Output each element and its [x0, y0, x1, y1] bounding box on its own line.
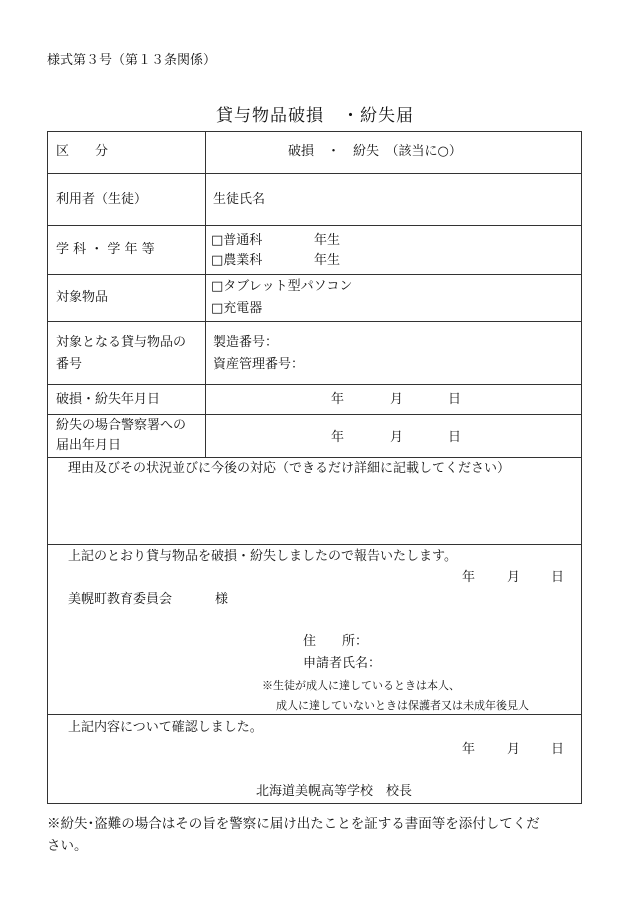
user-label: 利用者（生徒） [56, 192, 148, 207]
course-label: 学 科 ・ 学 年 等 [56, 242, 155, 257]
month-unit: 月 [507, 742, 521, 757]
footnote: さい。 [47, 838, 88, 854]
row-divider [48, 544, 581, 545]
item-label: 対象物品 [56, 290, 109, 305]
police-date-label: 紛失の場合警察署への [56, 418, 187, 433]
reason-label: 理由及びその状況並びに今後の対応（できるだけ詳細に記載してください） [68, 461, 511, 476]
student-name-label: 生徒氏名 [213, 192, 266, 207]
year-unit: 年 [331, 392, 345, 407]
grade-unit: 年生 [314, 253, 341, 268]
row-divider [48, 173, 581, 174]
serial-label: 番号 [56, 357, 83, 372]
category-value: 破損 ・ 紛失 （該当に○） [288, 144, 462, 159]
row-divider [48, 714, 581, 715]
applicant-note: ※生徒が成人に達しているときは本人、 [262, 679, 460, 692]
year-unit: 年 [331, 430, 345, 445]
row-divider [48, 384, 581, 385]
manufacture-number-field: 製造番号： [213, 335, 279, 350]
row-divider [48, 321, 581, 322]
year-unit: 年 [462, 742, 476, 757]
honorific: 様 [215, 592, 229, 607]
form-reference: 様式第３号（第１３条関係） [47, 53, 217, 68]
day-unit: 日 [551, 742, 565, 757]
item-charger-checkbox[interactable]: □充電器 [211, 301, 263, 316]
report-statement: 上記のとおり貸与物品を破損・紛失しましたので報告いたします。 [68, 549, 457, 564]
damage-date-label: 破損・紛失年月日 [56, 392, 161, 407]
month-unit: 月 [390, 430, 404, 445]
course-general-checkbox[interactable]: □普通科 [211, 233, 263, 248]
item-tablet-checkbox[interactable]: □タブレット型パソコン [211, 279, 353, 294]
column-divider [205, 132, 206, 457]
course-agriculture-checkbox[interactable]: □農業科 [211, 253, 263, 268]
addressee: 美幌町教育委員会 [68, 592, 173, 607]
row-divider [48, 225, 581, 226]
day-unit: 日 [448, 430, 462, 445]
month-unit: 月 [390, 392, 404, 407]
confirm-statement: 上記内容について確認しました。 [68, 720, 263, 735]
school-principal: 北海道美幌高等学校 校長 [256, 784, 413, 799]
day-unit: 日 [448, 392, 462, 407]
police-date-label: 届出年月日 [56, 438, 122, 453]
month-unit: 月 [507, 570, 521, 585]
address-field: 住 所： [303, 634, 369, 649]
report-form [47, 131, 582, 804]
footnote: ※紛失･盗難の場合はその旨を警察に届け出たことを証する書面等を添付してくだ [47, 816, 540, 832]
applicant-name-field: 申請者氏名： [303, 656, 382, 671]
year-unit: 年 [462, 570, 476, 585]
day-unit: 日 [551, 570, 565, 585]
serial-label: 対象となる貸与物品の [56, 335, 187, 350]
asset-number-field: 資産管理番号： [213, 357, 305, 372]
applicant-note: 成人に達していないときは保護者又は未成年後見人 [276, 699, 529, 712]
row-divider [48, 414, 581, 415]
row-divider [48, 274, 581, 275]
page-title: 貸与物品破損 ・紛失届 [216, 106, 414, 126]
category-label: 区 分 [56, 144, 109, 159]
row-divider [48, 457, 581, 458]
grade-unit: 年生 [314, 233, 341, 248]
